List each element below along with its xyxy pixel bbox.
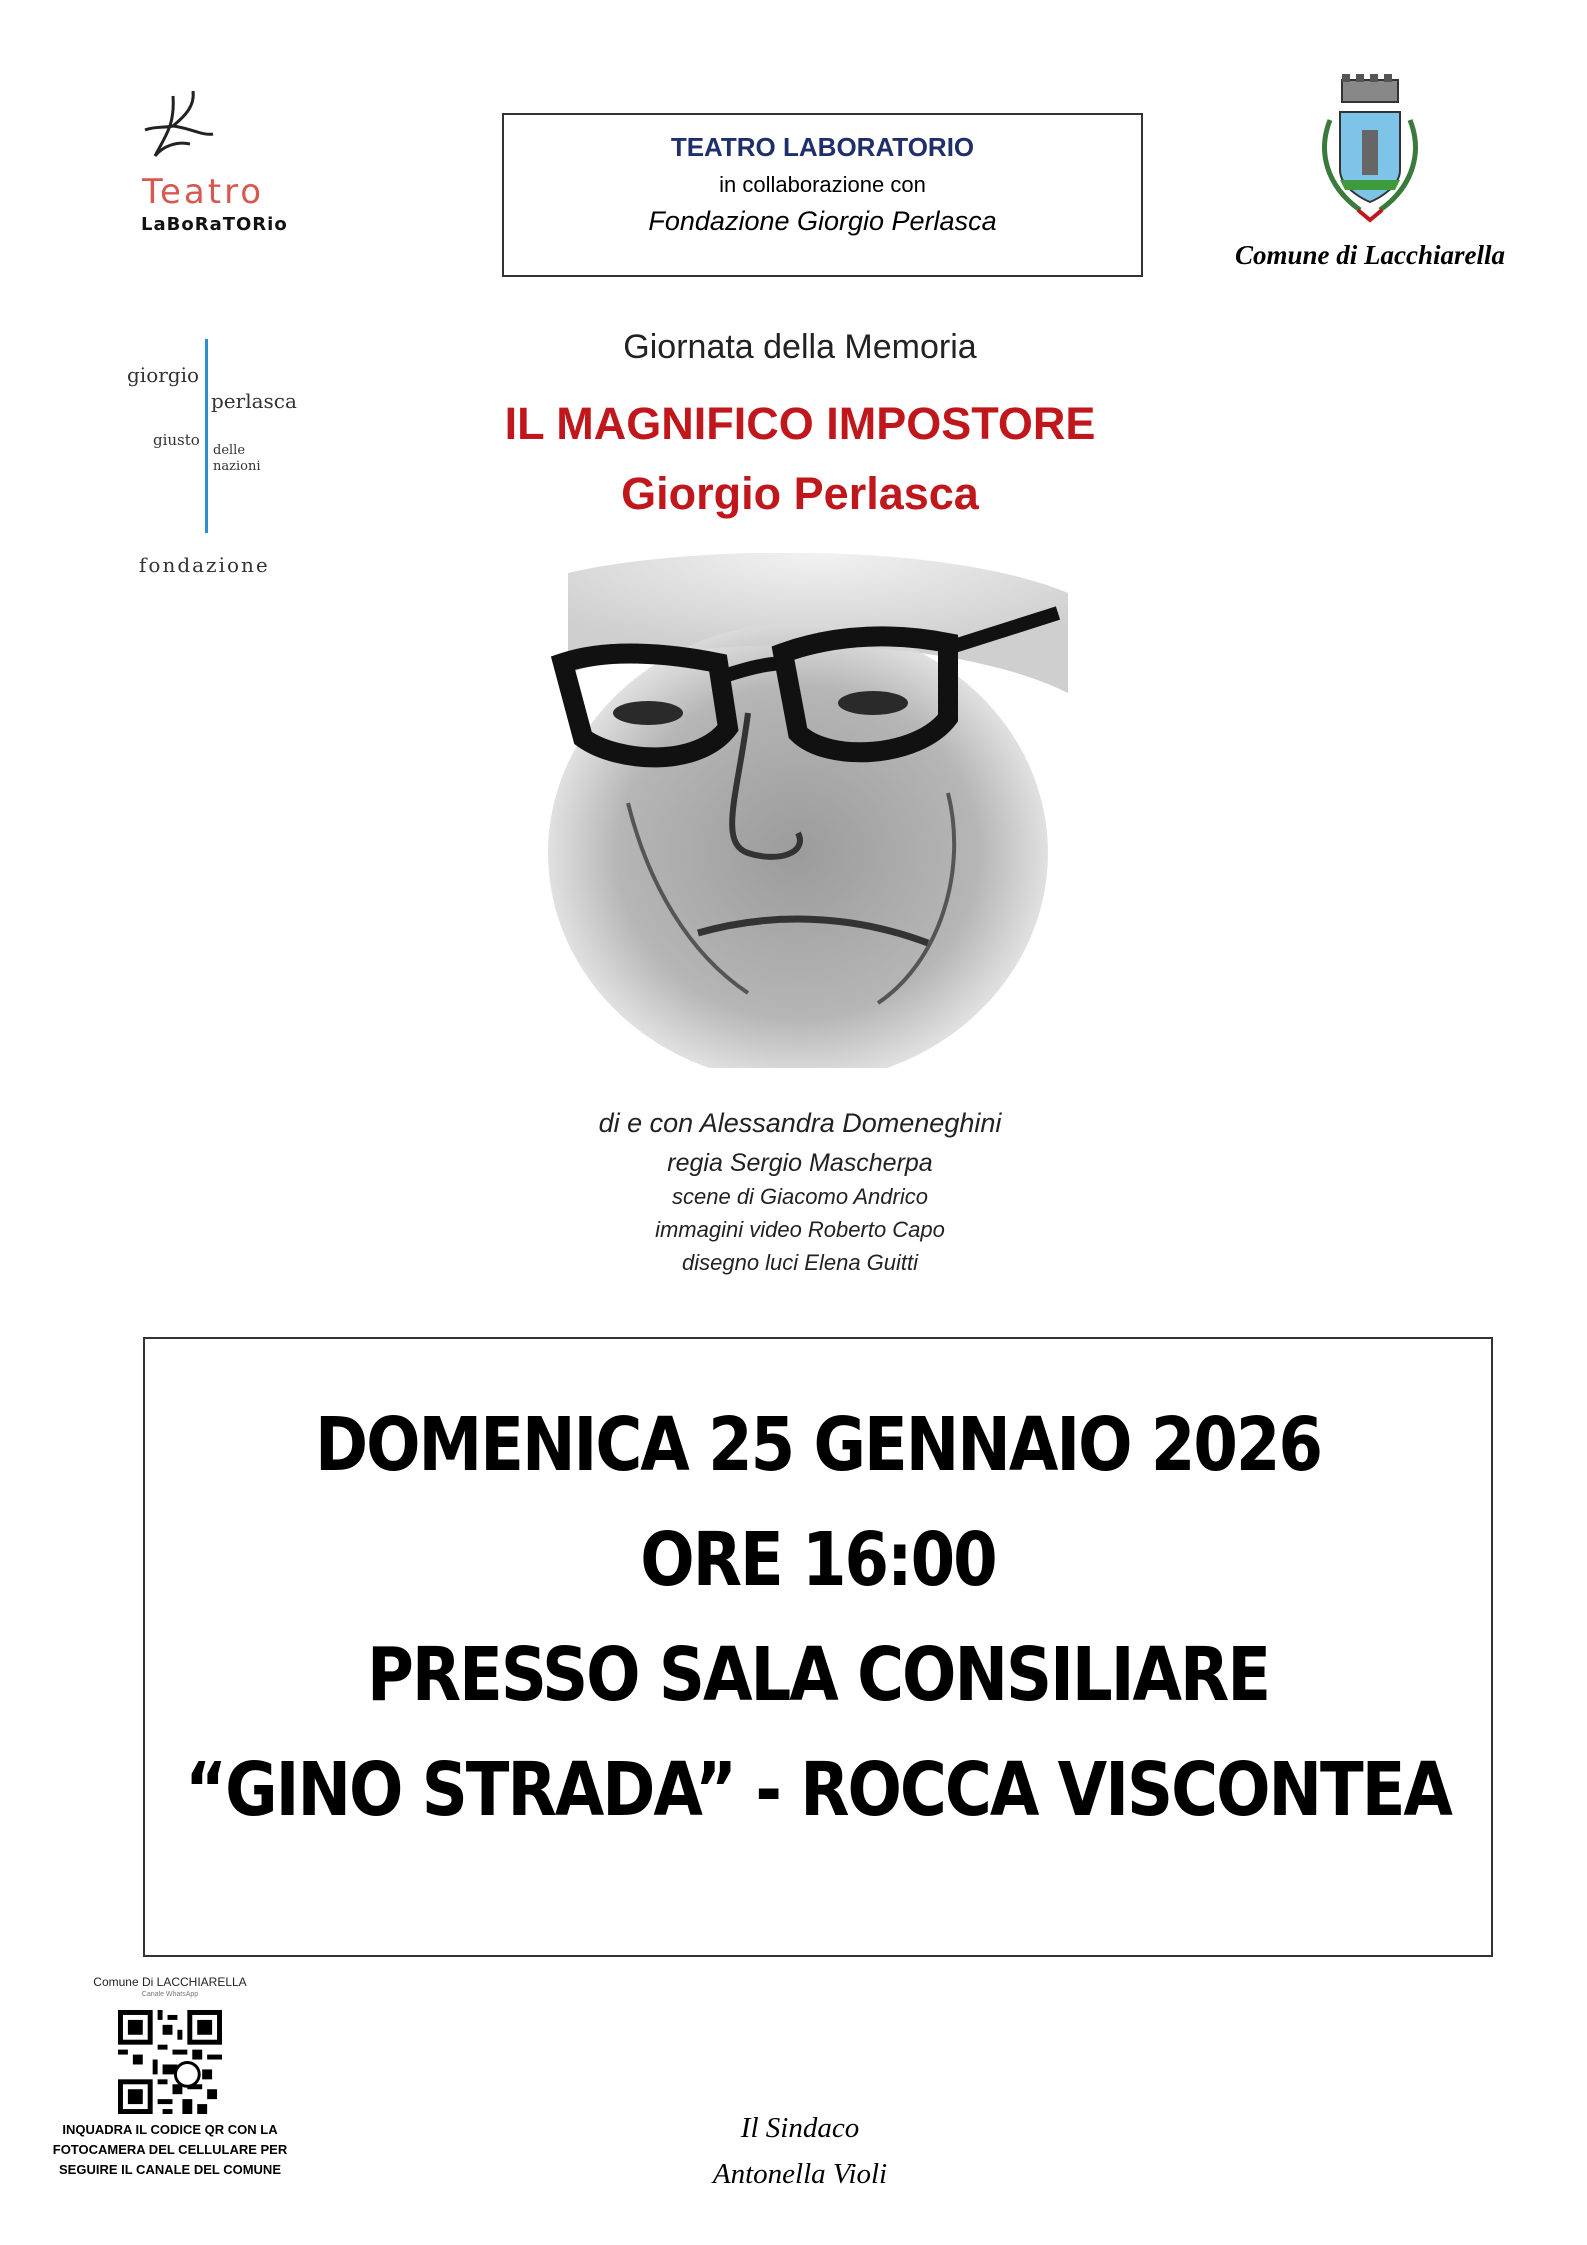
event-date: DOMENICA 25 GENNAIO 2026: [315, 1403, 1321, 1489]
qr-instructions: INQUADRA IL CODICE QR CON LA FOTOCAMERA DEL CELLULARE PER SEGUIRE IL CANALE DEL COMUNE: [52, 2122, 288, 2177]
teatro-logo-word: Teatro: [142, 172, 265, 212]
event-info-box: [143, 1337, 1493, 1957]
qr-code-icon[interactable]: [118, 2010, 222, 2114]
signature-name: Antonella Violi: [712, 2158, 888, 2190]
fondazione-perlasca-logo: [125, 335, 315, 585]
credits: [450, 1110, 1150, 1285]
comune-name: Comune di Lacchiarella: [1235, 240, 1505, 270]
event-venue-detail: “GINO STRADA” - ROCCA VISCONTEA: [185, 1748, 1451, 1834]
credit-direction: regia Sergio Mascherpa: [667, 1149, 933, 1177]
bird-icon: [135, 86, 215, 166]
event-time: ORE 16:00: [640, 1518, 996, 1604]
header-box: [502, 113, 1143, 277]
logo-word-giorgio: giorgio: [127, 363, 200, 387]
signature-role: Il Sindaco: [740, 2112, 860, 2144]
logo-word-perlasca: perlasca: [211, 389, 297, 413]
laboratorio-logo-word: LaBoRaTORio: [141, 214, 288, 235]
logo-word-nazioni: nazioni: [213, 459, 261, 474]
logo-word-fondazione: fondazione: [139, 553, 270, 577]
event-subtitle: Giornata della Memoria: [623, 328, 977, 366]
header-foundation-name: Fondazione Giorgio Perlasca: [648, 206, 997, 236]
logo-word-giusto: giusto: [153, 431, 200, 449]
logo-word-delle: delle: [213, 443, 246, 458]
event-venue: PRESSO SALA CONSILIARE: [366, 1633, 1270, 1719]
teatro-laboratorio-logo: [135, 86, 295, 236]
event-name: Giorgio Perlasca: [621, 468, 979, 519]
header-collab-text: in collaborazione con: [719, 172, 926, 197]
event-title: IL MAGNIFICO IMPOSTORE: [504, 398, 1096, 449]
fondazione-logo-line: [205, 339, 208, 533]
qr-title: Comune Di LACCHIARELLA: [93, 1975, 247, 1989]
credit-lights: disegno luci Elena Guitti: [681, 1250, 919, 1275]
comune-crest-icon: [1300, 70, 1440, 230]
header-title: TEATRO LABORATORIO: [670, 132, 975, 162]
qr-block: [40, 1975, 300, 2180]
credit-scenes: scene di Giacomo Andrico: [672, 1184, 928, 1209]
credit-author: di e con Alessandra Domeneghini: [598, 1108, 1002, 1138]
credit-video: immagini video Roberto Capo: [655, 1217, 945, 1242]
qr-subtitle: Canale WhatsApp: [141, 1991, 199, 1998]
portrait-image: [548, 553, 1078, 1068]
